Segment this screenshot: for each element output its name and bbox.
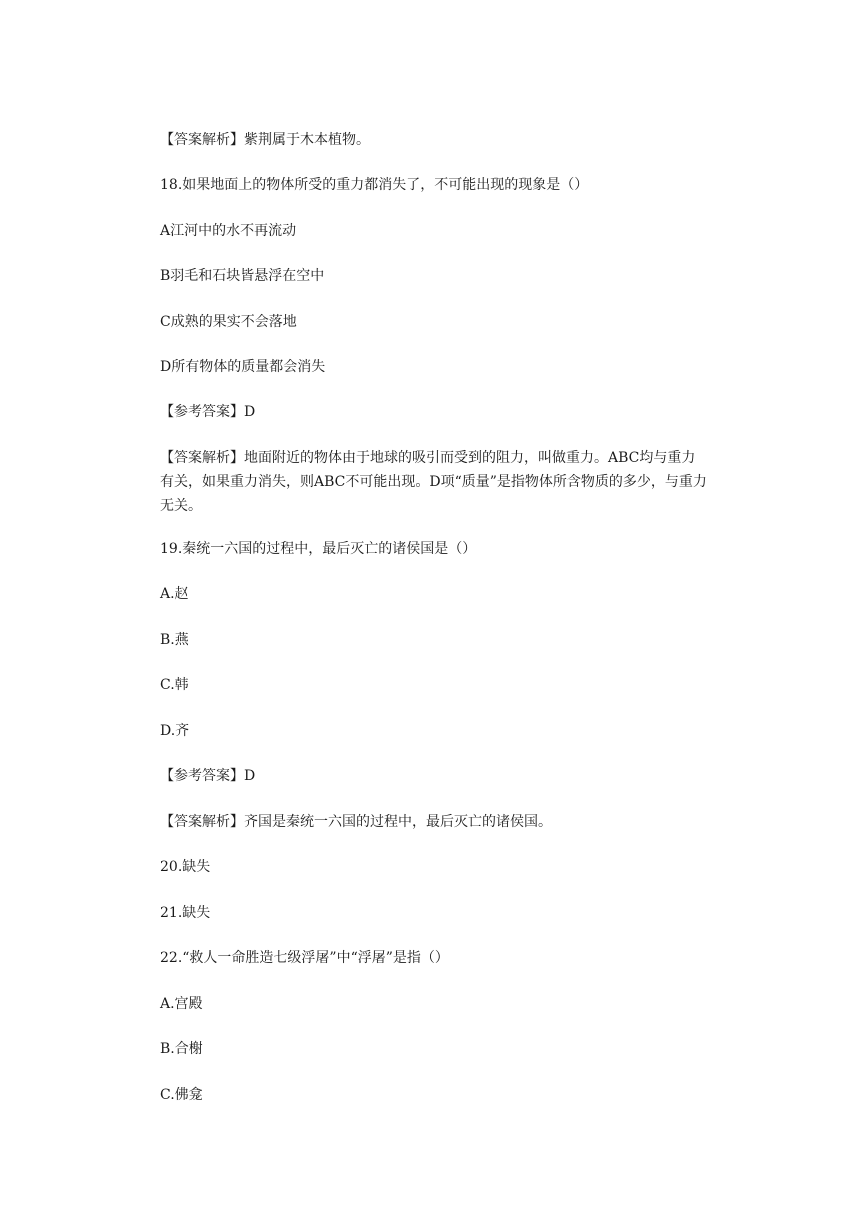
explanation-18-line-1: 【答案解析】地面附近的物体由于地球的吸引而受到的阻力，叫做重力。ABC均与重力: [160, 450, 696, 466]
question-21: 21.缺失: [160, 905, 211, 921]
reference-answer-19: 【参考答案】D: [160, 768, 256, 784]
question-22: 22.“救人一命胜造七级浮屠”中“浮屠”是指（）: [160, 950, 449, 966]
question-18: 18.如果地面上的物体所受的重力都消失了，不可能出现的现象是（）: [160, 177, 589, 193]
answer-explanation-17: 【答案解析】紫荆属于木本植物。: [160, 132, 370, 148]
option-18-a: A江河中的水不再流动: [160, 223, 297, 239]
question-20: 20.缺失: [160, 859, 211, 875]
reference-answer-18: 【参考答案】D: [160, 404, 256, 420]
explanation-18-line-3: 无关。: [160, 498, 202, 514]
answer-explanation-19: 【答案解析】齐国是秦统一六国的过程中，最后灭亡的诸侯国。: [160, 814, 552, 830]
option-22-b: B.合榭: [160, 1041, 203, 1057]
answer-explanation-18: [160, 446, 770, 518]
option-19-b: B.燕: [160, 632, 189, 648]
option-18-d: D所有物体的质量都会消失: [160, 359, 326, 375]
option-22-c: C.佛龛: [160, 1087, 203, 1103]
option-22-a: A.宫殿: [160, 996, 203, 1012]
explanation-18-line-2: 有关，如果重力消失，则ABC不可能出现。D项“质量”是指物体所含物质的多少，与重力: [160, 474, 707, 490]
option-18-c: C成熟的果实不会落地: [160, 314, 297, 330]
option-19-c: C.韩: [160, 677, 189, 693]
option-19-d: D.齐: [160, 723, 190, 739]
question-19: 19.秦统一六国的过程中，最后灭亡的诸侯国是（）: [160, 541, 477, 557]
option-18-b: B羽毛和石块皆悬浮在空中: [160, 268, 325, 284]
option-19-a: A.赵: [160, 586, 189, 602]
